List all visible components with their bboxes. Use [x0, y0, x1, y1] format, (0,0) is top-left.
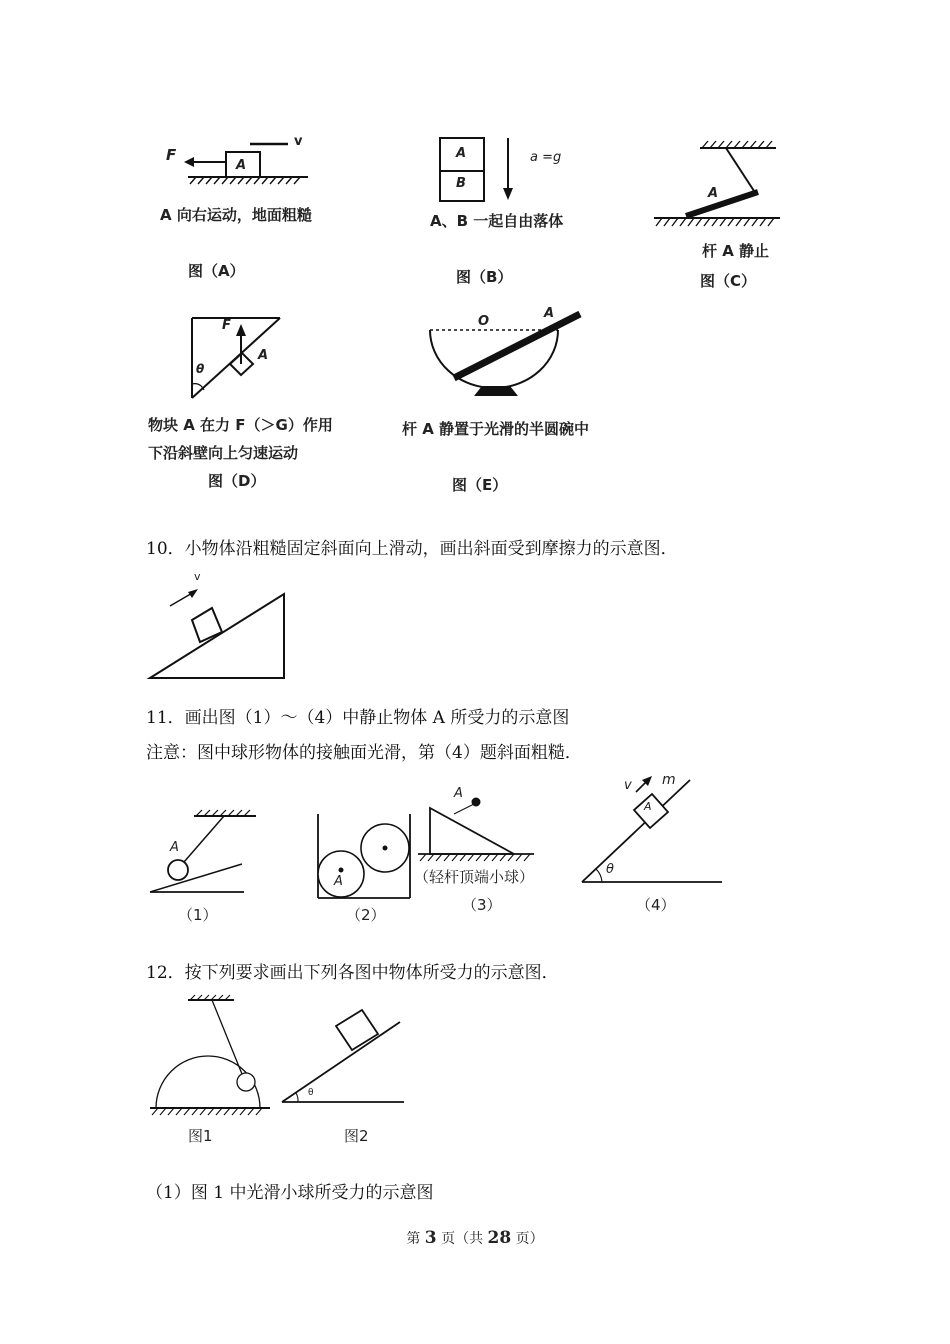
figure-b-b-label: B: [456, 176, 466, 191]
question-10-text: 10．小物体沿粗糙固定斜面向上滑动，画出斜面受到摩擦力的示意图．: [146, 539, 678, 559]
figure-d-description-line1: 物块 A 在力 F（＞G）作用: [148, 416, 333, 434]
question-11-figure-2-a-label: A: [334, 874, 343, 889]
figure-b-a-label: A: [456, 146, 467, 161]
figure-e-caption: 图（E）: [452, 476, 508, 494]
figure-d: [186, 312, 286, 402]
figure-c-caption: 图（C）: [700, 272, 757, 290]
question-10-v-label: v: [194, 570, 201, 583]
question-11-text: 11．画出图（1）～（4）中静止物体 A 所受力的示意图: [146, 708, 570, 728]
question-11-figure-2: [314, 812, 414, 902]
question-12-figure-2-caption: 图2: [344, 1127, 369, 1145]
question-11-figure-2-caption: （2）: [346, 906, 386, 924]
figure-d-block-label: A: [258, 348, 269, 363]
figure-a-f-label: F: [166, 146, 177, 164]
figure-a: [160, 130, 320, 190]
question-12-subquestion-1: （1）图 1 中光滑小球所受力的示意图: [146, 1183, 434, 1203]
figure-b-description: A、B 一起自由落体: [430, 212, 564, 230]
question-11-figure-4-theta-label: θ: [606, 862, 614, 877]
question-11-figure-4: [578, 770, 728, 890]
figure-d-caption: 图（D）: [208, 472, 266, 490]
question-12-figure-2: [278, 1004, 408, 1108]
question-12-figure-2-theta-label: θ: [308, 1088, 314, 1098]
question-11-figure-3: [416, 784, 540, 868]
figure-e-description: 杆 A 静置于光滑的半圆碗中: [402, 420, 590, 438]
figure-d-f-label: F: [222, 318, 231, 333]
figure-c-description: 杆 A 静止: [702, 242, 770, 260]
figure-e-rod-label: A: [544, 306, 555, 321]
figure-a-v-label: v: [294, 134, 303, 149]
figure-d-description-line2: 下沿斜壁向上匀速运动: [148, 444, 299, 462]
question-11-figure-3-note: （轻杆顶端小球）: [414, 868, 535, 886]
question-11-note: 注意：图中球形物体的接触面光滑，第（4）题斜面粗糙．: [146, 743, 582, 763]
figure-d-theta-label: θ: [196, 362, 205, 376]
question-11-figure-3-a-label: A: [454, 786, 463, 801]
footer-suffix: 页）: [511, 1231, 544, 1247]
question-11-figure-1-a-label: A: [170, 840, 179, 855]
figure-c: [650, 138, 790, 238]
footer-prefix: 第: [406, 1231, 425, 1247]
question-10-figure: [146, 570, 296, 682]
figure-c-rod-label: A: [708, 186, 719, 201]
footer-total-pages: 28: [487, 1228, 512, 1248]
question-12-text: 12．按下列要求画出下列各图中物体所受力的示意图．: [146, 963, 559, 983]
figure-e: [418, 302, 598, 402]
question-11-figure-4-v-label: v: [624, 778, 632, 793]
question-11-figure-4-caption: （4）: [636, 896, 676, 914]
footer-page-number: 3: [424, 1228, 437, 1248]
figure-a-description: A 向右运动，地面粗糙: [160, 206, 312, 224]
question-12-figure-1-caption: 图1: [188, 1127, 213, 1145]
figure-a-block-label: A: [236, 158, 247, 173]
question-11-figure-1-caption: （1）: [178, 906, 218, 924]
figure-a-caption: 图（A）: [188, 262, 245, 280]
question-11-figure-3-caption: （3）: [462, 896, 502, 914]
footer-middle: 页（共: [436, 1231, 488, 1247]
question-11-figure-4-m-label: m: [662, 772, 676, 788]
figure-b-acceleration-label: a =g: [530, 150, 562, 165]
figure-b: [436, 134, 586, 204]
question-11-figure-4-a-label: A: [644, 800, 652, 813]
question-11-figure-1: [146, 808, 256, 898]
question-12-figure-1: [146, 994, 276, 1124]
figure-b-caption: 图（B）: [456, 268, 513, 286]
figure-e-o-label: O: [478, 314, 490, 329]
page-footer: [0, 1228, 950, 1248]
